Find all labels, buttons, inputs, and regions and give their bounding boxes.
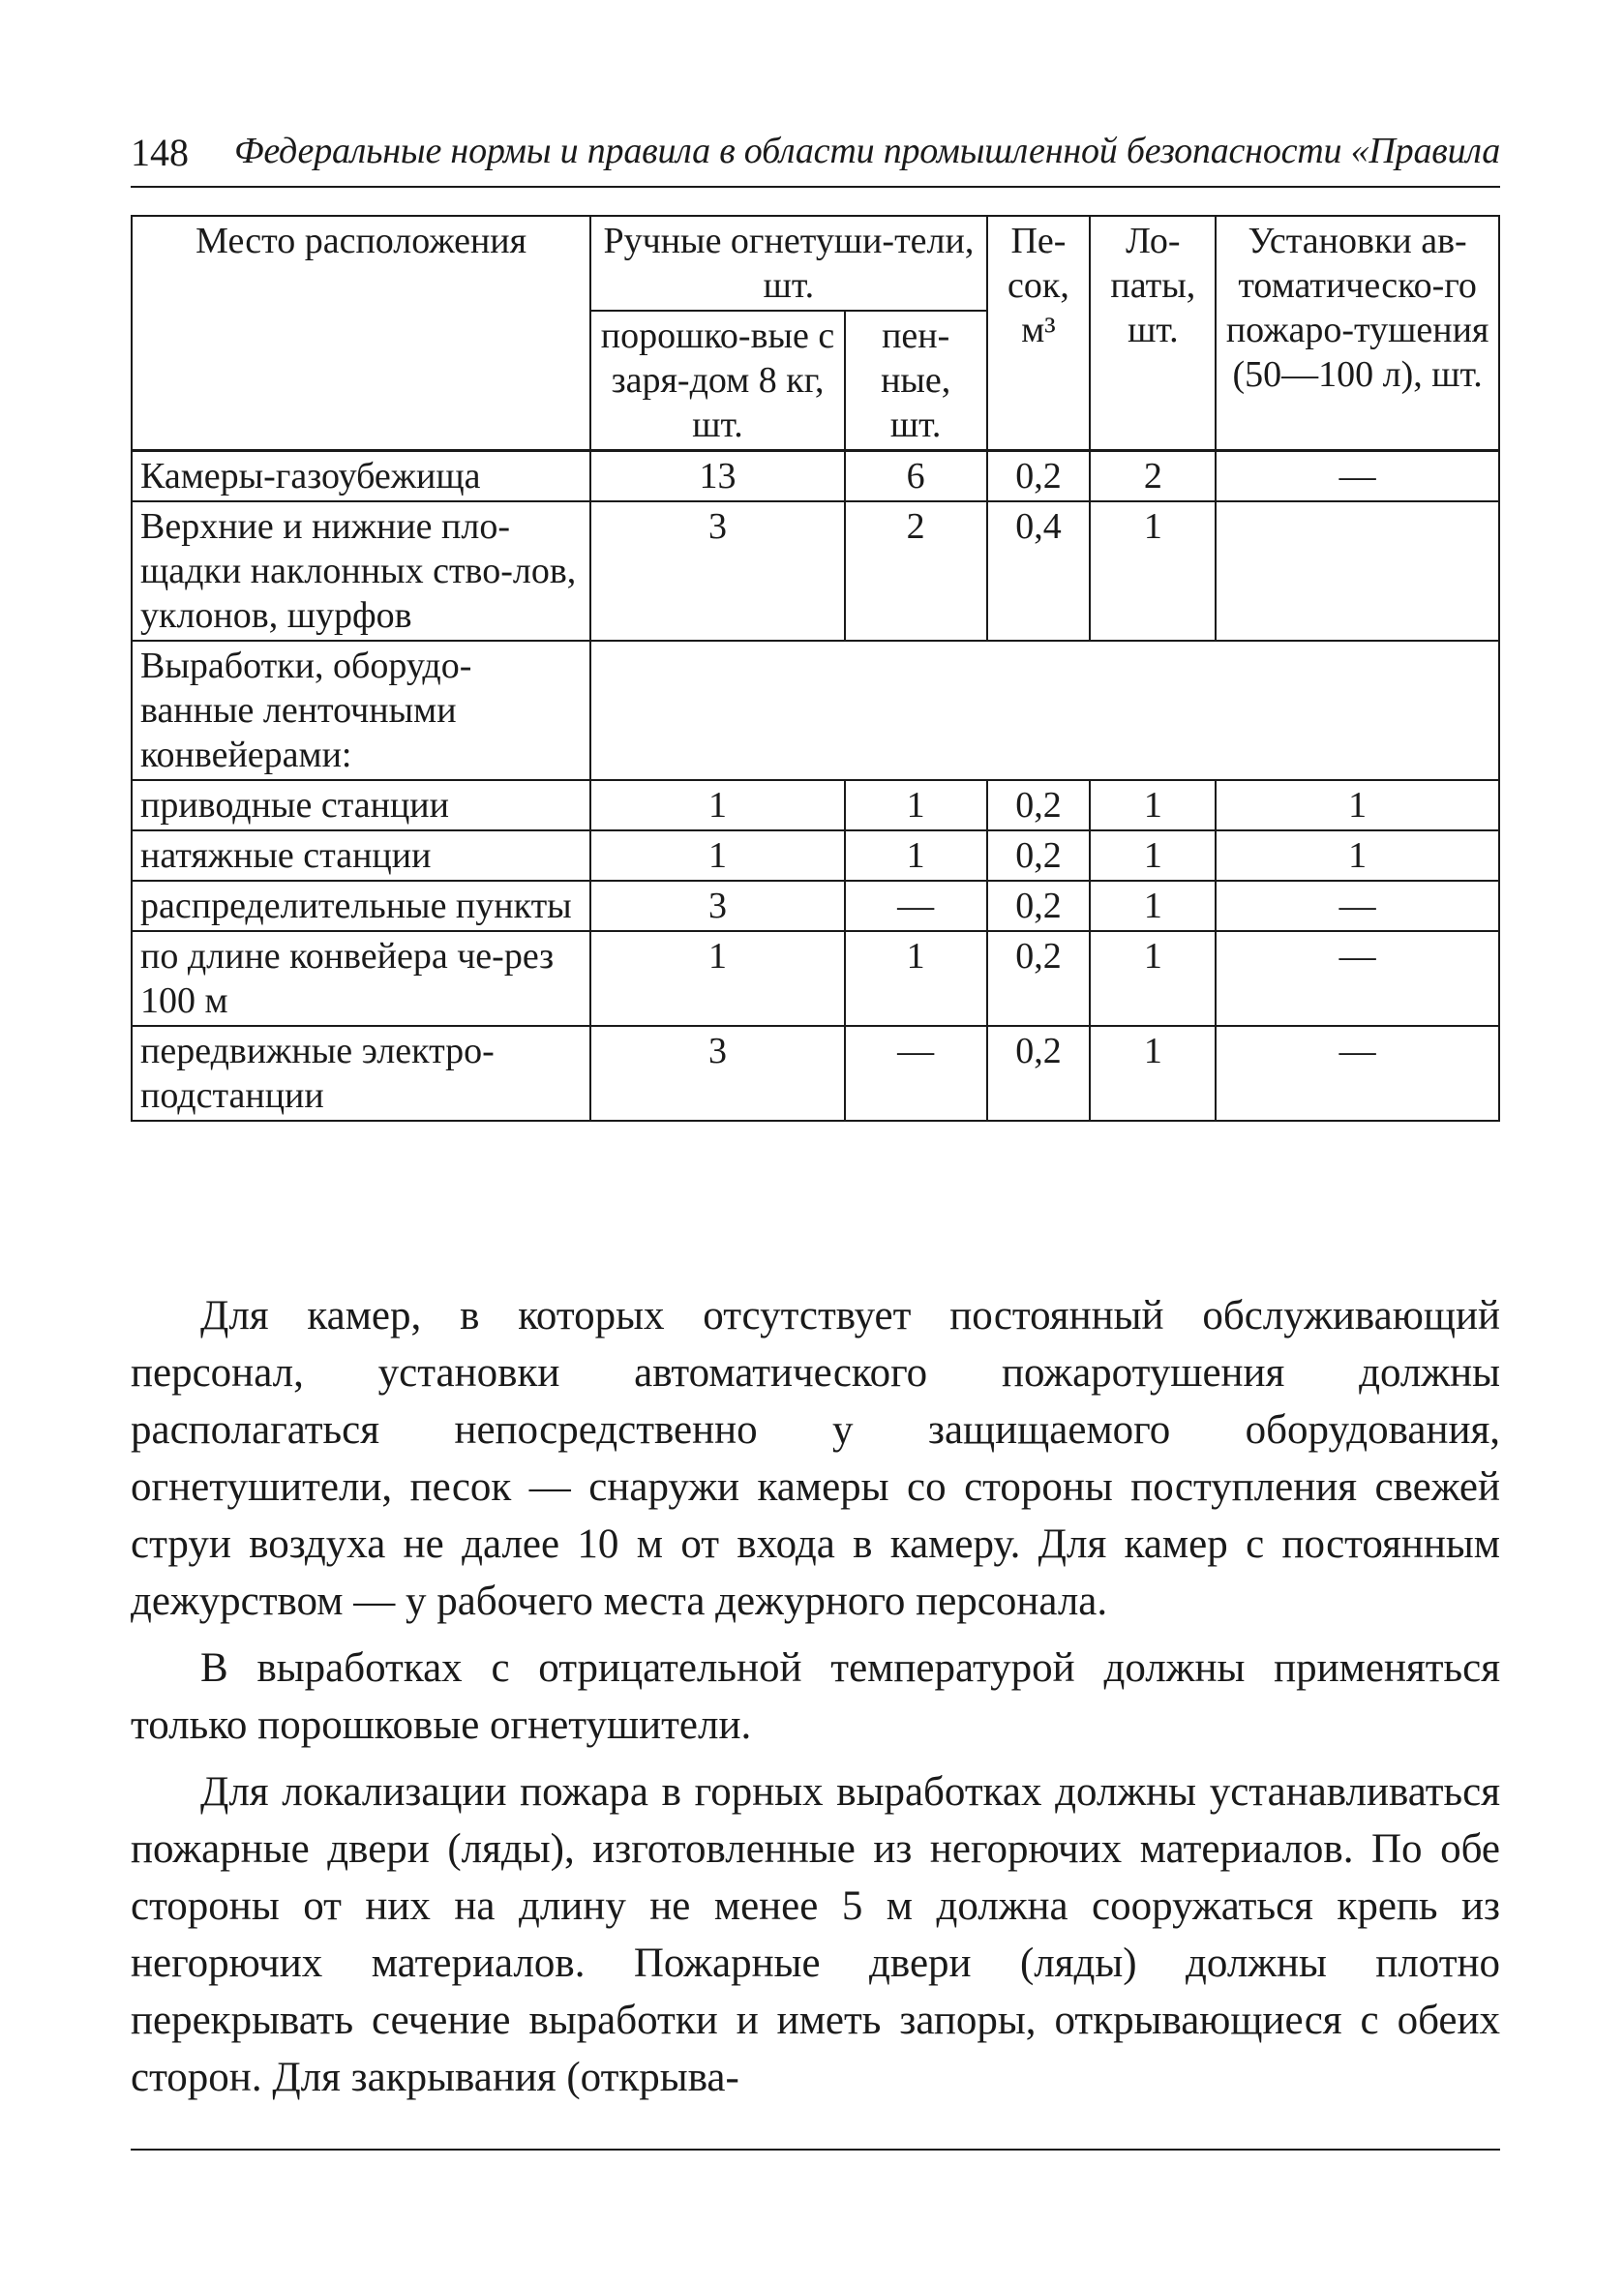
cell-sand: 0,2	[987, 881, 1091, 931]
cell-shovels: 1	[1090, 830, 1216, 881]
cell-powder: 1	[590, 931, 845, 1026]
table-row	[132, 830, 1499, 881]
cell-powder: 13	[590, 451, 845, 502]
body-text	[131, 1287, 1500, 2116]
cell-shovels: 1	[1090, 931, 1216, 1026]
cell-shovels: 1	[1090, 1026, 1216, 1121]
page-header	[131, 126, 1500, 188]
cell-sand: 0,2	[987, 780, 1091, 830]
cell-powder: 3	[590, 1026, 845, 1121]
cell-powder: 1	[590, 830, 845, 881]
cell-location: Верхние и нижние пло-щадки наклонных ство-лов, уклонов, шурфов	[132, 501, 590, 641]
cell-location: распределительные пункты	[132, 881, 590, 931]
cell-auto	[1216, 501, 1499, 641]
table-row	[132, 1026, 1499, 1121]
cell-foam: 6	[845, 451, 987, 502]
paragraph: Для локализации пожара в горных выработках должны устанавливаться пожарные двери (ляды), изготовленные из негорючих материалов. По обе стороны от них на длину не менее 5 м должна сооружаться крепь из негорючих материалов. Пожарные двери (ляды) должны плотно перекрывать сечение выработки и иметь запоры, открывающиеся с обеих сторон. Для закрывания (открыва-	[131, 1769, 1500, 2100]
footer-rule	[131, 2149, 1500, 2151]
cell-shovels: 1	[1090, 780, 1216, 830]
cell-empty-span	[590, 641, 1499, 780]
cell-auto: —	[1216, 881, 1499, 931]
cell-sand: 0,2	[987, 451, 1091, 502]
cell-powder: 1	[590, 780, 845, 830]
table-row	[132, 780, 1499, 830]
cell-sand: 0,2	[987, 931, 1091, 1026]
cell-auto: —	[1216, 1026, 1499, 1121]
header-shovels: Ло-паты, шт.	[1090, 216, 1216, 451]
cell-auto: —	[1216, 451, 1499, 502]
cell-foam: —	[845, 881, 987, 931]
paragraph: Для камер, в которых отсутствует постоянный обслуживающий персонал, установки автоматического пожаротушения должны располагаться непосредственно у защищаемого оборудования, огнетушители, песок — снаружи камеры со стороны поступления свежей струи воздуха не далее 10 м от входа в камеру. Для камер с постоянным дежурством — у рабочего места дежурного персонала.	[131, 1293, 1500, 1624]
paragraph: В выработках с отрицательной температурой должны применяться только порошковые огнетушители.	[131, 1645, 1500, 1748]
cell-location: натяжные станции	[132, 830, 590, 881]
cell-auto: 1	[1216, 780, 1499, 830]
header-manual-extinguishers: Ручные огнетуши-тели, шт.	[590, 216, 986, 311]
cell-auto: —	[1216, 931, 1499, 1026]
header-auto-install: Установки ав-томатическо-го пожаро-тушения (50—100 л), шт.	[1216, 216, 1499, 451]
header-foam: пен-ные, шт.	[845, 311, 987, 451]
cell-sand: 0,2	[987, 830, 1091, 881]
header-location: Место расположения	[132, 216, 590, 451]
cell-auto: 1	[1216, 830, 1499, 881]
cell-shovels: 1	[1090, 501, 1216, 641]
header-powder: порошко-вые с заря-дом 8 кг, шт.	[590, 311, 845, 451]
cell-foam: —	[845, 1026, 987, 1121]
cell-location: по длине конвейера че-рез 100 м	[132, 931, 590, 1026]
cell-location: передвижные электро-подстанции	[132, 1026, 590, 1121]
cell-location: Камеры-газоубежища	[132, 451, 590, 502]
cell-sand: 0,4	[987, 501, 1091, 641]
table-row	[132, 931, 1499, 1026]
page-number: 148	[131, 131, 189, 174]
cell-foam: 1	[845, 780, 987, 830]
cell-foam: 1	[845, 830, 987, 881]
table-row	[132, 451, 1499, 502]
cell-shovels: 2	[1090, 451, 1216, 502]
table-row	[132, 501, 1499, 641]
cell-sand: 0,2	[987, 1026, 1091, 1121]
cell-foam: 1	[845, 931, 987, 1026]
table-row	[132, 881, 1499, 931]
header-sand: Пе-сок, м³	[987, 216, 1091, 451]
cell-shovels: 1	[1090, 881, 1216, 931]
cell-location: Выработки, оборудо-ванные ленточными конвейерами:	[132, 641, 590, 780]
fire-equipment-table	[131, 215, 1500, 1122]
running-title: Федеральные нормы и правила в области промышленной безопасности «Правила	[233, 131, 1500, 171]
table-header-row	[132, 216, 1499, 311]
cell-location: приводные станции	[132, 780, 590, 830]
cell-foam: 2	[845, 501, 987, 641]
cell-powder: 3	[590, 881, 845, 931]
cell-powder: 3	[590, 501, 845, 641]
table-row-section	[132, 641, 1499, 780]
